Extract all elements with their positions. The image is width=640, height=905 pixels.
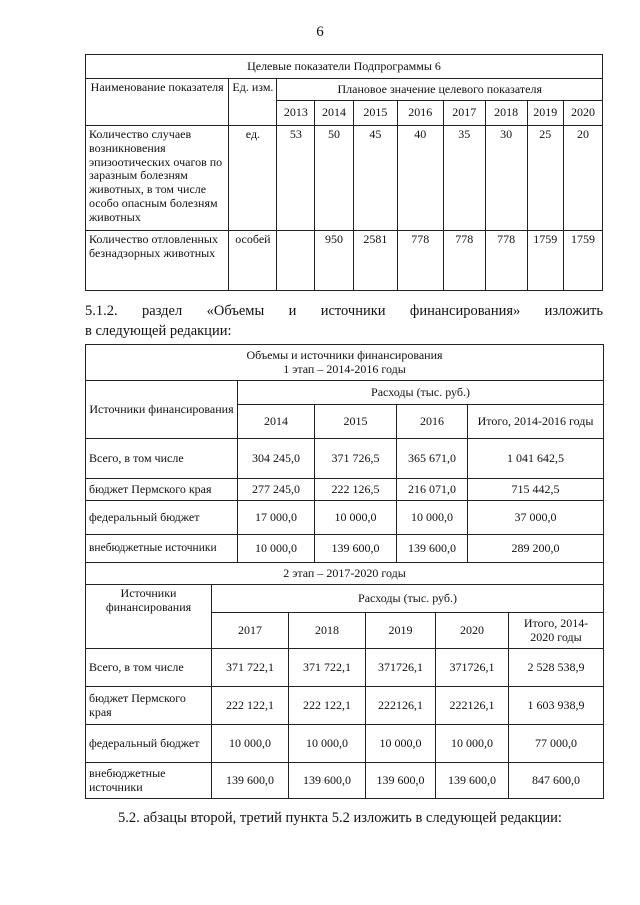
indicator-value: 30 (485, 126, 527, 231)
source-name: федеральный бюджет (86, 725, 212, 763)
amount: 371726,1 (436, 649, 509, 687)
col-header-sources: Источники финансирования (86, 381, 238, 439)
amount: 304 245,0 (238, 439, 315, 479)
amount: 10 000,0 (397, 501, 468, 535)
indicator-value: 50 (315, 126, 354, 231)
indicator-value (277, 231, 315, 291)
table-row (86, 126, 603, 231)
indicator-unit: ед. (229, 126, 277, 231)
year-header: 2016 (397, 405, 468, 439)
source-name: бюджет Пермского края (86, 479, 238, 501)
year-header: 2014 (315, 101, 354, 126)
amount: 371 722,1 (212, 649, 289, 687)
col-header-plan: Плановое значение целевого показателя (277, 79, 603, 101)
amount: 222 126,5 (315, 479, 397, 501)
source-name: Всего, в том числе (86, 439, 238, 479)
year-header: 2015 (315, 405, 397, 439)
col-header-expenses: Расходы (тыс. руб.) (238, 381, 604, 405)
amount: 10 000,0 (315, 501, 397, 535)
page-number: 6 (316, 24, 324, 40)
amount: 222 122,1 (212, 687, 289, 725)
amount: 139 600,0 (436, 763, 509, 799)
indicator-value: 25 (527, 126, 564, 231)
source-name: Всего, в том числе (86, 649, 212, 687)
year-header: 2016 (397, 101, 443, 126)
col-header-indicator-name: Наименование показателя (86, 79, 229, 126)
amount: 139 600,0 (212, 763, 289, 799)
finance-table-stage2 (85, 562, 604, 799)
indicator-value: 45 (353, 126, 397, 231)
amount: 10 000,0 (212, 725, 289, 763)
stage1-label: 1 этап – 2014-2016 годы (283, 361, 406, 376)
amount: 1 041 642,5 (468, 439, 604, 479)
total-header: Итого, 2014-2020 годы (509, 613, 604, 649)
amount: 371 722,1 (289, 649, 366, 687)
indicator-value: 950 (315, 231, 354, 291)
table-row (86, 439, 604, 479)
table-row (86, 535, 604, 563)
indicator-name: Количество случаев возникновения эпизоотических очагов по заразным болезням животных, в том числе особо опасным болезням животных (86, 126, 229, 231)
year-header: 2018 (485, 101, 527, 126)
year-header: 2013 (277, 101, 315, 126)
year-header: 2019 (527, 101, 564, 126)
amount: 10 000,0 (238, 535, 315, 563)
amount: 222126,1 (436, 687, 509, 725)
amount: 17 000,0 (238, 501, 315, 535)
amount: 139 600,0 (397, 535, 468, 563)
amount: 222126,1 (366, 687, 436, 725)
col-header-unit: Ед. изм. (229, 79, 277, 126)
amount: 10 000,0 (289, 725, 366, 763)
source-name: внебюджетные источники (86, 763, 212, 799)
year-header: 2020 (564, 101, 603, 126)
table-row (86, 649, 604, 687)
amount: 2 528 538,9 (509, 649, 604, 687)
amount: 10 000,0 (436, 725, 509, 763)
total-header: Итого, 2014-2016 годы (468, 405, 604, 439)
indicator-value: 778 (443, 231, 485, 291)
year-header: 2014 (238, 405, 315, 439)
year-header: 2017 (212, 613, 289, 649)
amount: 77 000,0 (509, 725, 604, 763)
indicator-value: 1759 (527, 231, 564, 291)
amount: 216 071,0 (397, 479, 468, 501)
indicator-value: 778 (485, 231, 527, 291)
table-row (86, 687, 604, 725)
indicator-value: 53 (277, 126, 315, 231)
source-name: бюджет Пермского края (86, 687, 212, 725)
source-name: федеральный бюджет (86, 501, 238, 535)
table-row (86, 231, 603, 291)
indicator-value: 40 (397, 126, 443, 231)
year-header: 2017 (443, 101, 485, 126)
targets-table-title: Целевые показатели Подпрограммы 6 (86, 55, 603, 79)
amount: 847 600,0 (509, 763, 604, 799)
amount: 139 600,0 (315, 535, 397, 563)
amount: 1 603 938,9 (509, 687, 604, 725)
stage2-label: 2 этап – 2017-2020 годы (86, 563, 604, 585)
indicator-value: 1759 (564, 231, 603, 291)
amount: 715 442,5 (468, 479, 604, 501)
indicator-value: 2581 (353, 231, 397, 291)
amount: 139 600,0 (289, 763, 366, 799)
table-row (86, 501, 604, 535)
year-header: 2018 (289, 613, 366, 649)
amount: 10 000,0 (366, 725, 436, 763)
paragraph-5-1-2-line2: в следующей редакции: (85, 323, 232, 339)
col-header-expenses: Расходы (тыс. руб.) (212, 585, 604, 613)
year-header: 2015 (353, 101, 397, 126)
col-header-sources: Источники финансирования (86, 585, 212, 649)
indicator-unit: особей (229, 231, 277, 291)
paragraph-5-1-2-line1: 5.1.2. раздел «Объемы и источники финансирования» изложить (85, 303, 603, 319)
amount: 222 122,1 (289, 687, 366, 725)
year-header: 2020 (436, 613, 509, 649)
indicator-name: Количество отловленных безнадзорных животных (86, 231, 229, 291)
year-header: 2019 (366, 613, 436, 649)
paragraph-5-2: 5.2. абзацы второй, третий пункта 5.2 изложить в следующей редакции: (118, 810, 562, 826)
targets-table (85, 54, 603, 291)
table-row (86, 725, 604, 763)
finance-table-stage1 (85, 344, 604, 563)
finance-title: Объемы и источники финансирования (246, 347, 443, 362)
amount: 371726,1 (366, 649, 436, 687)
source-name: внебюджетные источники (86, 535, 238, 563)
amount: 365 671,0 (397, 439, 468, 479)
amount: 139 600,0 (366, 763, 436, 799)
amount: 371 726,5 (315, 439, 397, 479)
indicator-value: 35 (443, 126, 485, 231)
table-row (86, 763, 604, 799)
indicator-value: 778 (397, 231, 443, 291)
amount: 277 245,0 (238, 479, 315, 501)
amount: 289 200,0 (468, 535, 604, 563)
indicator-value: 20 (564, 126, 603, 231)
table-row (86, 479, 604, 501)
amount: 37 000,0 (468, 501, 604, 535)
finance-table-title (86, 345, 604, 381)
